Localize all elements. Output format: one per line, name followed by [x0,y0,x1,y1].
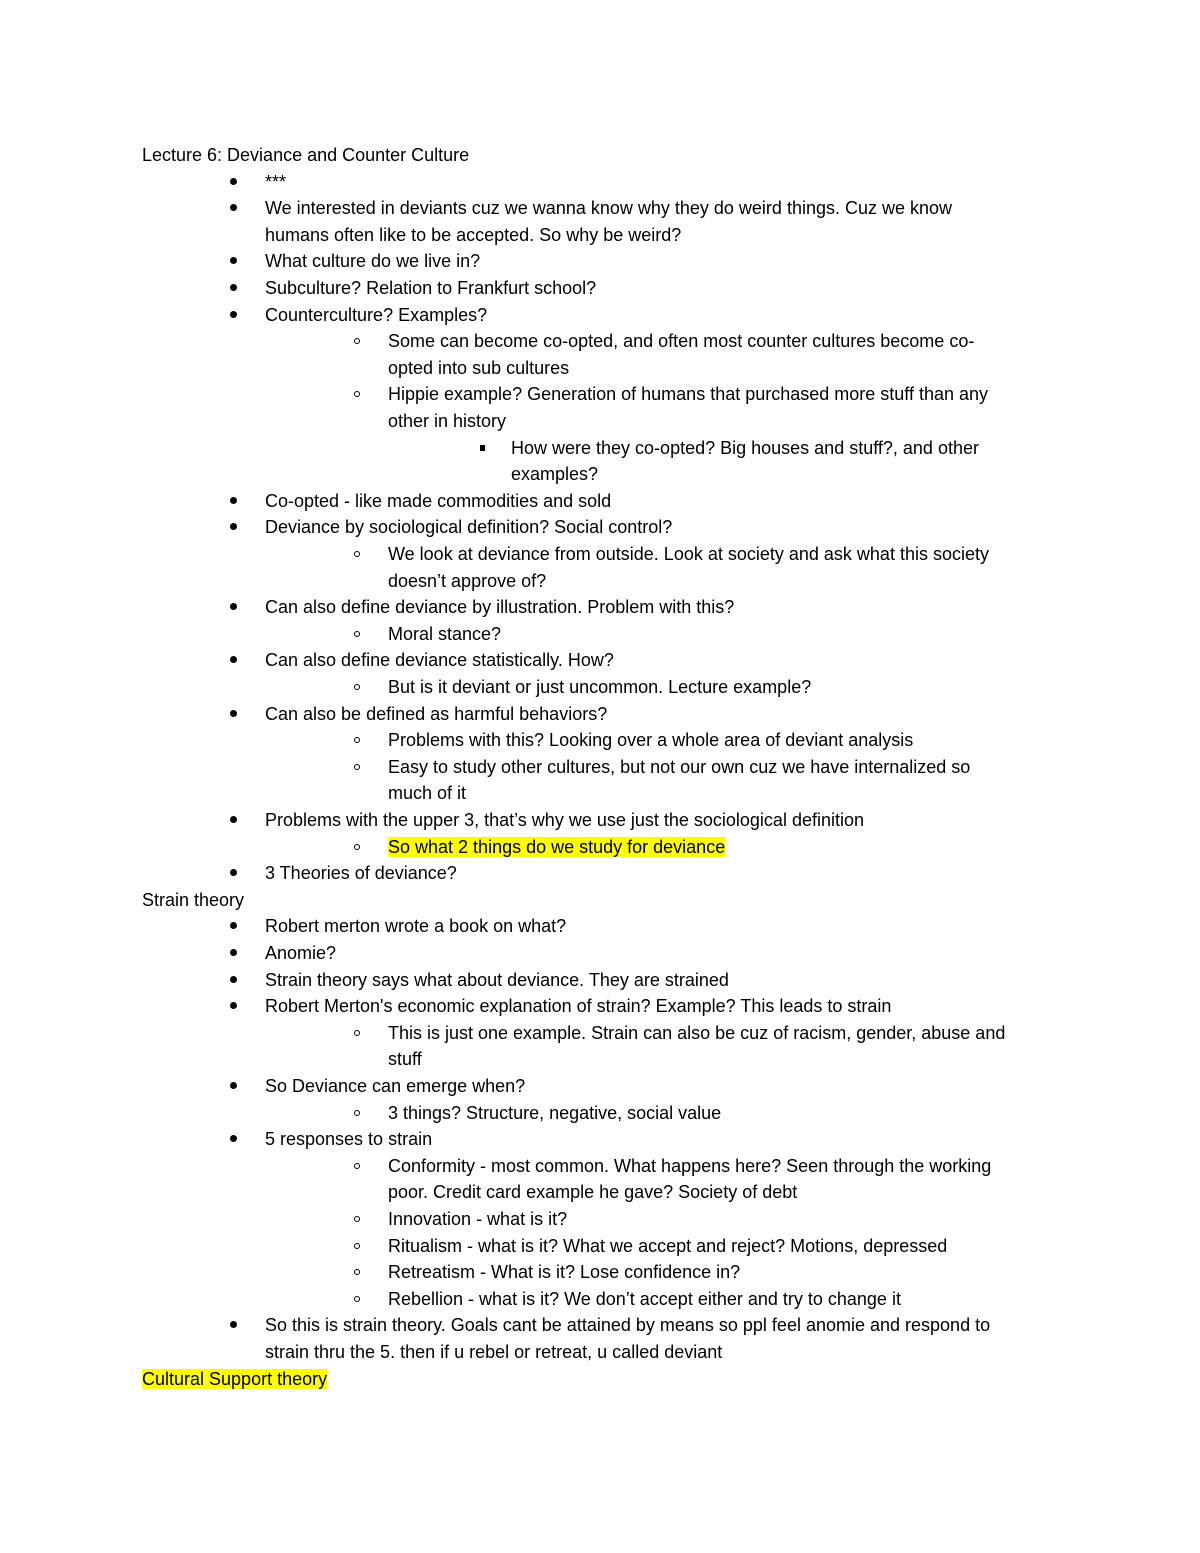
bullet-icon [230,204,237,211]
bullet-icon [230,922,237,929]
circle-bullet-icon [354,1269,360,1275]
list-item-text: opted into sub cultures [388,357,570,378]
list-item-text: Strain theory says what about deviance. They are strained [265,969,729,990]
list-item-text: Problems with this? Looking over a whole area of deviant analysis [388,730,914,751]
list-item-text: So this is strain theory. Goals cant be attained by means so ppl feel anomie and respond to [265,1315,991,1336]
bullet-icon [230,257,237,264]
list-item-text: What culture do we live in? [265,251,481,272]
bullet-icon [230,284,237,291]
circle-bullet-icon [354,1110,360,1116]
list-item-text: stuff [388,1049,422,1070]
list-item-text: Co-opted - like made commodities and sold [265,490,612,511]
list-item-text: strain thru the 5. then if u rebel or retreat, u called deviant [265,1342,723,1362]
list-item-text: Conformity - most common. What happens here? Seen through the working [388,1155,992,1176]
list-item-text: poor. Credit card example he gave? Society of debt [388,1182,798,1203]
circle-bullet-icon [354,1243,360,1249]
circle-bullet-icon [354,631,360,637]
list-item-text: Moral stance? [388,623,502,644]
list-item-text: Ritualism - what is it? What we accept and reject? Motions, depressed [388,1235,948,1256]
list-item-text: Robert Merton's economic explanation of strain? Example? This leads to strain [265,996,892,1017]
bullet-icon [230,816,237,823]
bullet-icon [230,656,237,663]
bullet-icon [230,1135,237,1142]
list-item-text: 3 Theories of deviance? [265,863,457,884]
list-item-text: Retreatism - What is it? Lose confidence in? [388,1262,741,1283]
bullet-icon [230,311,237,318]
bullet-icon [230,869,237,876]
list-item-text: humans often like to be accepted. So why be weird? [265,224,682,245]
list-item-text: Easy to study other cultures, but not our own cuz we have internalized so [388,756,971,777]
list-item-text: Can also be defined as harmful behaviors? [265,703,608,724]
circle-bullet-icon [354,338,360,344]
list-item-text: Innovation - what is it? [388,1209,568,1229]
bullet-icon [230,710,237,717]
list-item-text: How were they co-opted? Big houses and stuff?, and other [511,437,979,458]
list-item-text: This is just one example. Strain can also be cuz of racism, gender, abuse and [388,1022,1006,1043]
circle-bullet-icon [354,684,360,690]
circle-bullet-icon [354,764,360,770]
list-item-text: Robert merton wrote a book on what? [265,916,567,937]
list-item-text: Counterculture? Examples? [265,304,488,325]
circle-bullet-icon [354,844,360,850]
bullet-icon [230,178,237,185]
list-item-text: examples? [511,464,599,485]
circle-bullet-icon [354,1296,360,1302]
square-bullet-icon [480,445,485,451]
section-heading: Strain theory [142,889,245,910]
list-item-text: Can also define deviance statistically. How? [265,650,614,671]
list-item-text: Deviance by sociological definition? Social control? [265,517,673,538]
circle-bullet-icon [354,1163,360,1169]
circle-bullet-icon [354,1216,360,1222]
bullet-icon [230,523,237,530]
bullet-icon [230,1002,237,1009]
circle-bullet-icon [354,1030,360,1036]
bullet-icon [230,497,237,504]
list-item-text: Some can become co-opted, and often most counter cultures become co- [388,331,975,352]
list-item-text: So what 2 things do we study for deviance [388,836,726,857]
list-item-text: Hippie example? Generation of humans that purchased more stuff than any [388,384,989,405]
list-item-text: We interested in deviants cuz we wanna know why they do weird things. Cuz we know [265,198,953,219]
page-title: Lecture 6: Deviance and Counter Culture [142,145,470,165]
section-heading: Cultural Support theory [142,1368,328,1389]
circle-bullet-icon [354,737,360,743]
list-item-text: doesn’t approve of? [388,570,547,591]
circle-bullet-icon [354,391,360,397]
bullet-icon [230,1082,237,1089]
list-item-text: *** [265,171,287,192]
bullet-icon [230,603,237,610]
list-item-text: other in history [388,411,507,431]
list-item-text: We look at deviance from outside. Look at society and ask what this society [388,544,989,564]
list-item-text: Can also define deviance by illustration. Problem with this? [265,597,735,618]
bullet-icon [230,976,237,983]
list-item-text: So Deviance can emerge when? [265,1076,526,1096]
bullet-icon [230,949,237,956]
list-item-text: Subculture? Relation to Frankfurt school? [265,278,597,298]
list-item-text: 5 responses to strain [265,1129,433,1150]
bullet-icon [230,1321,237,1328]
circle-bullet-icon [354,551,360,557]
list-item-text: 3 things? Structure, negative, social value [388,1102,722,1123]
list-item-text: much of it [388,783,467,804]
list-item-text: Problems with the upper 3, that’s why we use just the sociological definition [265,810,864,830]
list-item-text: But is it deviant or just uncommon. Lecture example? [388,677,812,697]
list-item-text: Rebellion - what is it? We don’t accept either and try to change it [388,1288,901,1309]
list-item-text: Anomie? [265,943,337,963]
